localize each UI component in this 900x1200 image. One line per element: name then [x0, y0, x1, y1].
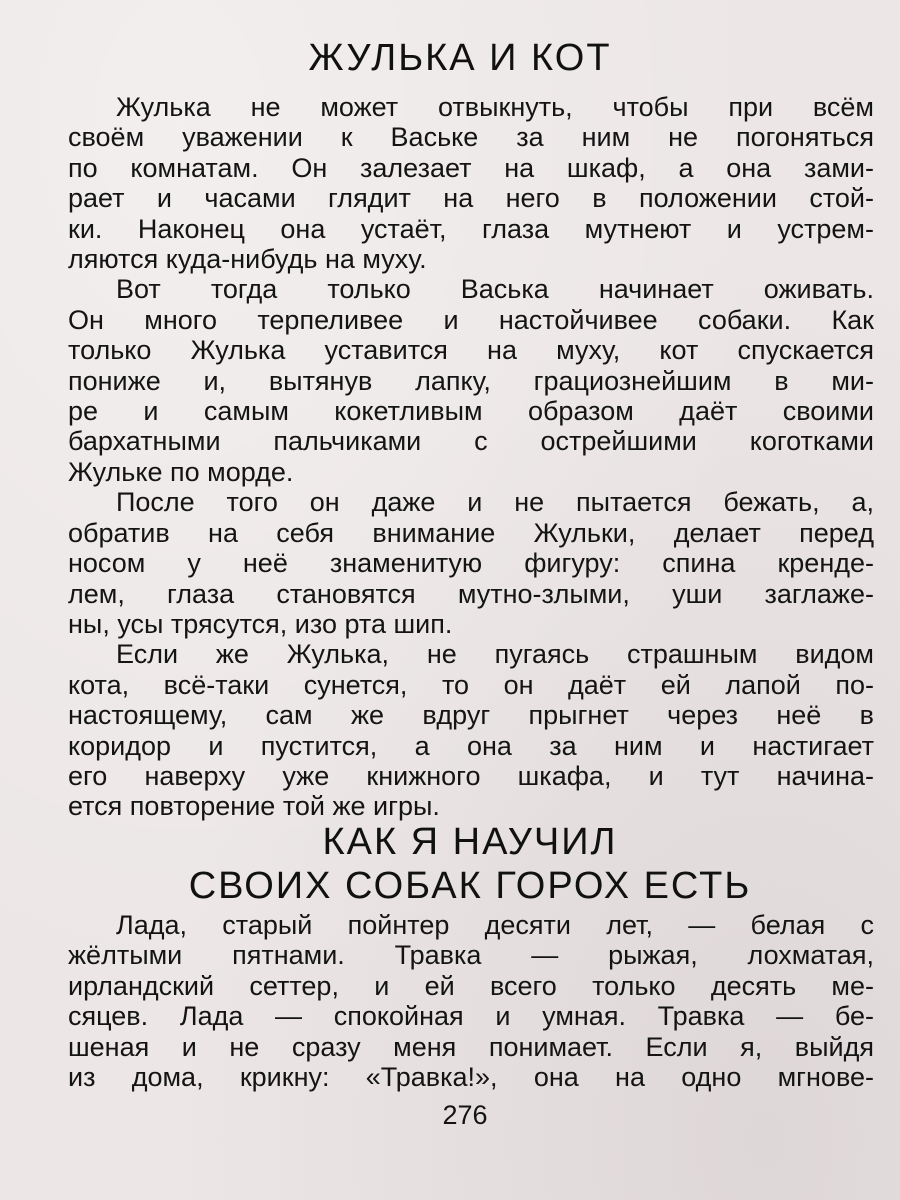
paragraph: [68, 274, 874, 487]
title-line: КАК Я НАУЧИЛ: [322, 821, 618, 863]
paragraph: [68, 910, 874, 1092]
text-line: своём уважении к Ваське за ним не погоняться: [68, 122, 874, 153]
text-line: сяцев. Лада — спокойная и умная. Травка — бе-: [68, 1001, 874, 1032]
page-number: 276: [442, 1100, 488, 1130]
text-line: его наверху уже книжного шкафа, и тут начина-: [68, 760, 874, 791]
text-line: обратив на себя внимание Жульки, делает перед: [68, 517, 874, 548]
text-line: Он много терпеливее и настойчивее собаки. Как: [68, 304, 874, 335]
paragraph: [68, 92, 874, 274]
text-line: Если же Жулька, не пугаясь страшным видом: [116, 639, 874, 670]
section-1-body: [68, 92, 874, 822]
paragraph: [68, 639, 874, 821]
paragraph: [68, 487, 874, 639]
text-line: Вот тогда только Васька начинает оживать.: [116, 274, 874, 305]
text-line: шеная и не сразу меня понимает. Если я, выйдя: [68, 1031, 874, 1062]
text-line: рает и часами глядит на него в положении стой-: [68, 183, 874, 214]
text-line: ки. Наконец она устаёт, глаза мутнеют и устрем-: [68, 213, 874, 244]
text-line: только Жулька уставится на муху, кот спускается: [68, 335, 874, 366]
text-line: по комнатам. Он залезает на шкаф, а она зами-: [68, 152, 874, 183]
chapter-title-2: [20, 820, 900, 908]
text-line: Лада, старый пойнтер десяти лет, — белая с: [116, 910, 874, 940]
text-line: носом у неё знаменитую фигуру: спина кренде-: [68, 548, 874, 579]
text-line: из дома, крикну: «Травка!», она на одно мгнове-: [68, 1062, 874, 1093]
text-line: ирландский сеттер, и ей всего только десять ме-: [68, 970, 874, 1001]
text-line: настоящему, сам же вдруг прыгнет через неё в: [68, 700, 874, 731]
text-line: ны, усы трясутся, изо рта шип.: [68, 608, 453, 639]
text-line: ляются куда-нибудь на муху.: [68, 244, 427, 275]
text-line: жёлтыми пятнами. Травка — рыжая, лохматая,: [68, 940, 874, 971]
section-2-body: [68, 910, 874, 1092]
text-line: ре и самым кокетливым образом даёт своими: [68, 396, 874, 427]
chapter-title-1: ЖУЛЬКА И КОТ: [308, 37, 612, 79]
title-line: СВОИХ СОБАК ГОРОХ ЕСТЬ: [188, 865, 752, 907]
text-line: кота, всё-таки сунется, то он даёт ей лапой по-: [68, 669, 874, 700]
text-line: ется повторение той же игры.: [68, 791, 440, 822]
text-line: Жульке по морде.: [68, 456, 294, 487]
text-line: бархатными пальчиками с острейшими коготками: [68, 426, 874, 457]
text-line: коридор и пустится, а она за ним и настигает: [68, 730, 874, 761]
text-line: После того он даже и не пытается бежать, а,: [116, 487, 874, 518]
text-line: Жулька не может отвыкнуть, чтобы при всём: [116, 92, 874, 122]
text-line: пониже и, вытянув лапку, грациознейшим в ми-: [68, 365, 874, 396]
text-line: лем, глаза становятся мутно-злыми, уши заглаже-: [68, 578, 874, 609]
